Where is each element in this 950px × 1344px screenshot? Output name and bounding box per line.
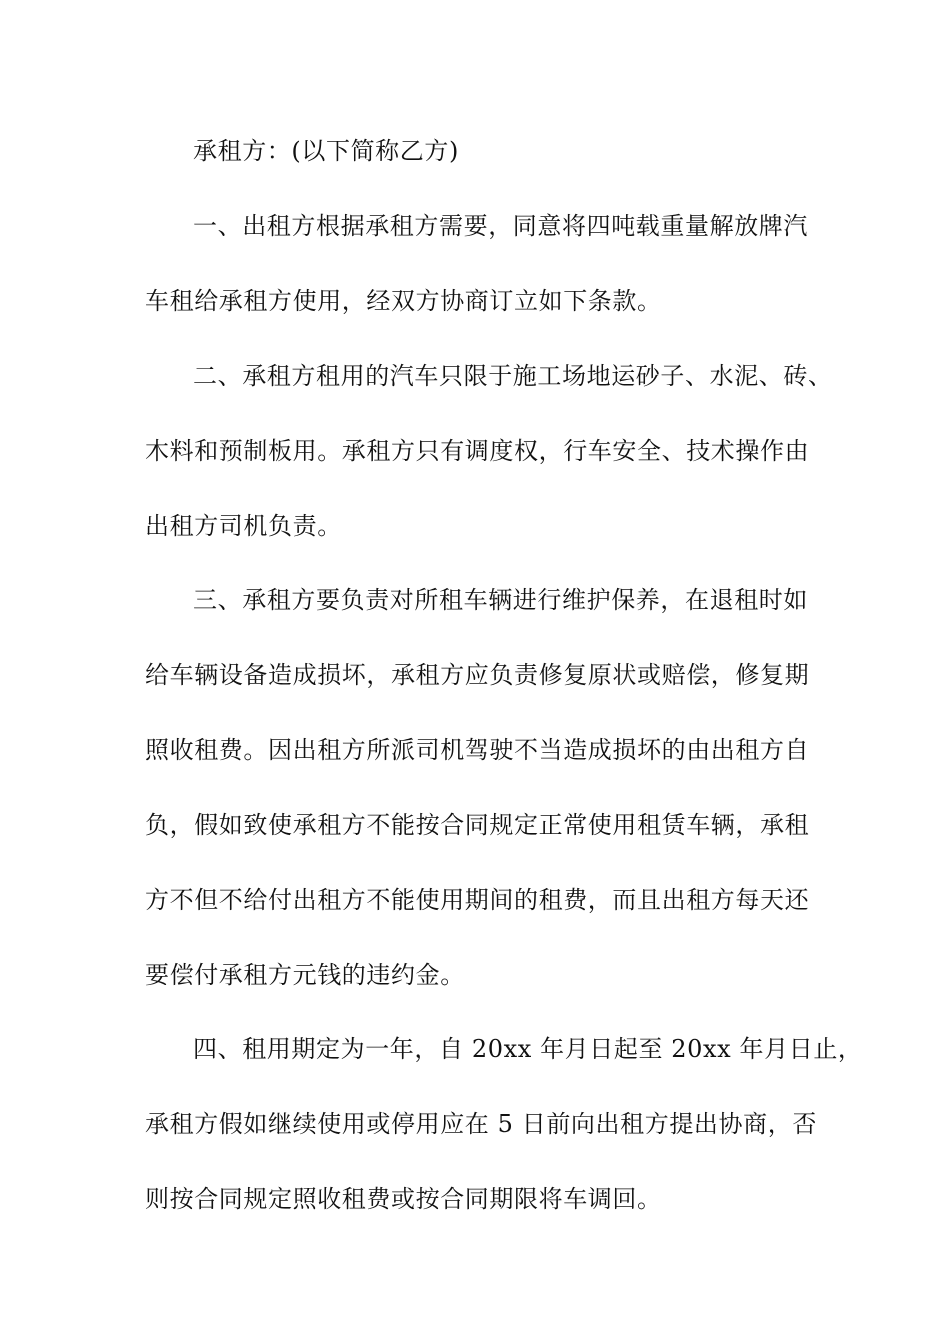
clause-3-line-4: 负，假如致使承租方不能按合同规定正常使用租赁车辆，承租 — [145, 811, 810, 839]
clause-1-line-2: 车租给承租方使用，经双方协商订立如下条款。 — [145, 287, 662, 315]
clause-1-line-1: 一、出租方根据承租方需要，同意将四吨载重量解放牌汽 — [193, 212, 808, 240]
clause-3-line-1: 三、承租方要负责对所租车辆进行维护保养，在退租时如 — [193, 586, 808, 614]
clause-2-line-1: 二、承租方租用的汽车只限于施工场地运砂子、水泥、砖、 — [193, 362, 833, 390]
clause-4-line-3: 则按合同规定照收租费或按合同期限将车调回。 — [145, 1185, 662, 1213]
clause-2-line-2: 木料和预制板用。承租方只有调度权，行车安全、技术操作由 — [145, 437, 810, 465]
clause-4-line-2: 承租方假如继续使用或停用应在 5 日前向出租方提出协商，否 — [145, 1110, 817, 1138]
clause-3-line-2: 给车辆设备造成损坏，承租方应负责修复原状或赔偿，修复期 — [145, 661, 810, 689]
clause-3-line-5: 方不但不给付出租方不能使用期间的租费，而且出租方每天还 — [145, 886, 810, 914]
clause-3-line-3: 照收租费。因出租方所派司机驾驶不当造成损坏的由出租方自 — [145, 736, 810, 764]
clause-3-line-6: 要偿付承租方元钱的违约金。 — [145, 961, 465, 989]
clause-2-line-3: 出租方司机负责。 — [145, 512, 342, 540]
clause-4-line-1: 四、租用期定为一年，自 20xx 年月日起至 20xx 年月日止， — [193, 1035, 863, 1063]
lessee-line: 承租方：(以下简称乙方) — [193, 137, 459, 165]
